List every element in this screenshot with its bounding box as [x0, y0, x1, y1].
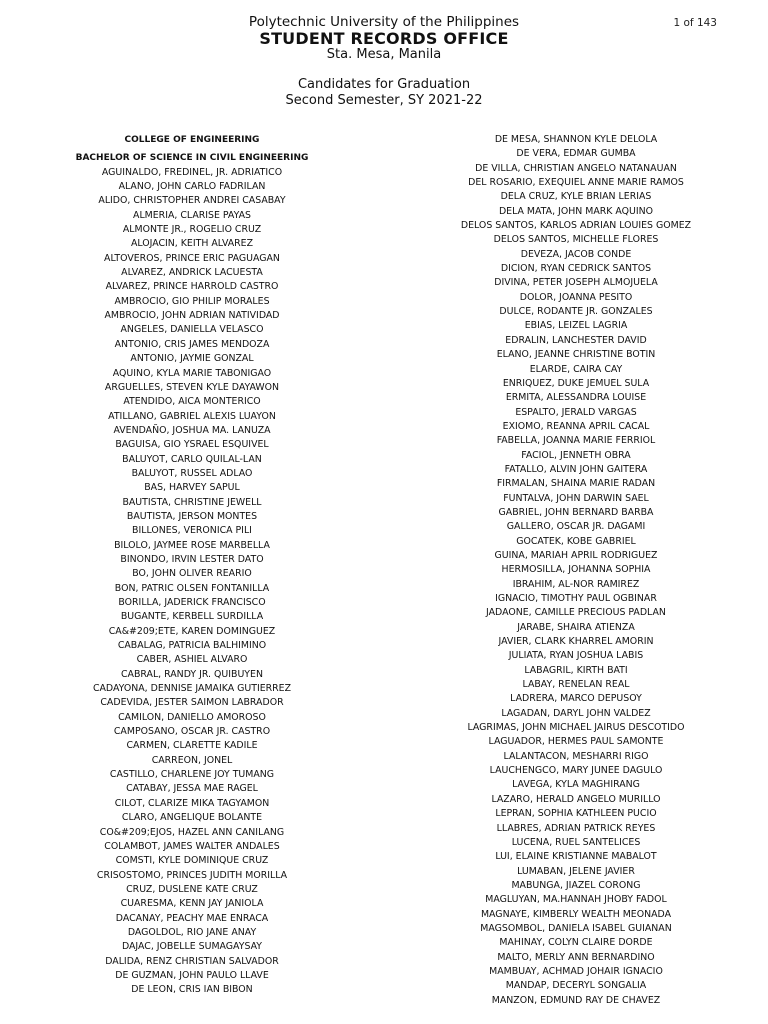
- office-title: STUDENT RECORDS OFFICE: [259, 29, 509, 48]
- graduate-name: AVENDAÑO, JOSHUA MA. LANUZA: [113, 424, 271, 436]
- graduate-name: COMSTI, KYLE DOMINIQUE CRUZ: [115, 855, 269, 867]
- graduate-name: BORILLA, JADERICK FRANCISCO: [118, 597, 266, 608]
- graduate-name: CA&#209;ETE, KAREN DOMINGUEZ: [108, 625, 276, 637]
- graduate-name: DE LEON, CRIS IAN BIBON: [131, 984, 253, 996]
- graduate-name: LAGADAN, DARYL JOHN VALDEZ: [501, 707, 651, 719]
- office-location: Sta. Mesa, Manila: [326, 47, 442, 62]
- graduate-name: IGNACIO, TIMOTHY PAUL OGBINAR: [495, 593, 657, 604]
- graduate-name: ALIDO, CHRISTOPHER ANDREI CASABAY: [98, 195, 286, 207]
- graduate-name: LABAGRIL, KIRTH BATI: [524, 664, 628, 676]
- graduate-name: HERMOSILLA, JOHANNA SOPHIA: [501, 564, 651, 576]
- graduate-name: DAJAC, JOBELLE SUMAGAYSAY: [121, 941, 263, 953]
- graduate-name: FACIOL, JENNETH OBRA: [521, 449, 631, 461]
- graduate-name: CABER, ASHIEL ALVARO: [136, 654, 248, 666]
- graduate-name: ENRIQUEZ, DUKE JEMUEL SULA: [502, 377, 650, 389]
- graduate-name: ANGELES, DANIELLA VELASCO: [120, 324, 264, 336]
- graduate-name: CABRAL, RANDY JR. QUIBUYEN: [121, 668, 263, 680]
- document-title: Candidates for Graduation: [297, 77, 471, 92]
- graduate-name: AMBROCIO, JOHN ADRIAN NATIVIDAD: [104, 310, 280, 322]
- graduate-name: DALIDA, RENZ CHRISTIAN SALVADOR: [105, 955, 279, 967]
- graduate-name: ATENDIDO, AICA MONTERICO: [123, 396, 261, 408]
- graduate-name: DELOS SANTOS, MICHELLE FLORES: [493, 234, 659, 246]
- graduate-name: BILLONES, VERONICA PILI: [132, 525, 252, 537]
- graduate-name: CILOT, CLARIZE MIKA TAGYAMON: [114, 797, 270, 809]
- graduate-name: LEPRAN, SOPHIA KATHLEEN PUCIO: [495, 808, 657, 820]
- graduate-name: AQUINO, KYLA MARIE TABONIGAO: [112, 367, 272, 379]
- graduate-name: LAGRIMAS, JOHN MICHAEL JAIRUS DESCOTIDO: [467, 722, 685, 734]
- graduate-name: GOCATEK, KOBE GABRIEL: [516, 535, 636, 547]
- graduate-name: EBIAS, LEIZEL LAGRIA: [524, 320, 628, 332]
- graduate-name: CATABAY, JESSA MAE RAGEL: [126, 783, 258, 795]
- graduate-name: DEVEZA, JACOB CONDE: [520, 248, 632, 260]
- graduate-name: AMBROCIO, GIO PHILIP MORALES: [114, 295, 270, 307]
- graduate-name: BALUYOT, CARLO QUILAL-LAN: [122, 453, 262, 465]
- graduate-name: CARMEN, CLARETTE KADILE: [126, 740, 258, 752]
- graduate-name: DE VERA, EDMAR GUMBA: [516, 148, 636, 160]
- graduate-name: DELOS SANTOS, KARLOS ADRIAN LOUIES GOMEZ: [460, 220, 692, 232]
- graduate-name: DE GUZMAN, JOHN PAULO LLAVE: [115, 969, 269, 981]
- graduate-name: BAUTISTA, CHRISTINE JEWELL: [122, 496, 262, 508]
- graduate-name: CAMPOSANO, OSCAR JR. CASTRO: [113, 726, 271, 738]
- graduate-name: LAVEGA, KYLA MAGHIRANG: [512, 779, 640, 791]
- college-heading: COLLEGE OF ENGINEERING: [124, 135, 260, 145]
- graduate-name: DACANAY, PEACHY MAE ENRACA: [115, 912, 269, 924]
- graduate-name: BO, JOHN OLIVER REARIO: [132, 568, 252, 580]
- graduate-name: BALUYOT, RUSSEL ADLAO: [131, 467, 253, 479]
- graduate-name: CRISOSTOMO, PRINCES JUDITH MORILLA: [96, 869, 288, 881]
- graduate-name: LAUCHENGCO, MARY JUNEE DAGULO: [489, 765, 663, 777]
- graduate-name: GUINA, MARIAH APRIL RODRIGUEZ: [494, 549, 658, 561]
- graduate-name: LABAY, RENELAN REAL: [522, 679, 630, 691]
- graduate-name: JARABE, SHAIRA ATIENZA: [517, 621, 635, 633]
- graduate-name: LALANTACON, MESHARRI RIGO: [503, 750, 649, 762]
- graduate-name: MAGSOMBOL, DANIELA ISABEL GUIANAN: [480, 922, 672, 934]
- graduate-name: ATILLANO, GABRIEL ALEXIS LUAYON: [108, 410, 276, 422]
- graduate-name: MANDAP, DECERYL SONGALIA: [505, 980, 647, 992]
- graduate-name: DOLOR, JOANNA PESITO: [519, 291, 633, 303]
- graduate-name: EXIOMO, REANNA APRIL CACAL: [502, 420, 650, 432]
- graduate-name: LLABRES, ADRIAN PATRICK REYES: [496, 822, 656, 834]
- graduate-name: LAGUADOR, HERMES PAUL SAMONTE: [488, 736, 664, 748]
- graduate-name: ALOJACIN, KEITH ALVAREZ: [130, 238, 254, 250]
- graduate-name: DAGOLDOL, RIO JANE ANAY: [127, 926, 257, 938]
- graduate-name: GALLERO, OSCAR JR. DAGAMI: [506, 521, 646, 533]
- graduate-name: LUMABAN, JELENE JAVIER: [517, 865, 635, 877]
- graduate-name: MAGNAYE, KIMBERLY WEALTH MEONADA: [480, 908, 672, 920]
- graduate-name: CLARO, ANGELIQUE BOLANTE: [121, 812, 263, 824]
- graduate-name: MAMBUAY, ACHMAD JOHAIR IGNACIO: [489, 965, 663, 977]
- graduate-name: ELANO, JEANNE CHRISTINE BOTIN: [496, 349, 656, 361]
- graduate-name: ELARDE, CAIRA CAY: [529, 363, 623, 375]
- graduate-name: ANTONIO, CRIS JAMES MENDOZA: [114, 338, 270, 350]
- graduate-name: ALANO, JOHN CARLO FADRILAN: [118, 181, 266, 193]
- graduate-name: ALMERIA, CLARISE PAYAS: [133, 209, 251, 221]
- graduate-name: DELA CRUZ, KYLE BRIAN LERIAS: [500, 191, 652, 203]
- graduate-name: DICION, RYAN CEDRICK SANTOS: [500, 263, 652, 275]
- graduate-name: BUGANTE, KERBELL SURDILLA: [120, 611, 264, 623]
- graduate-name: IBRAHIM, AL-NOR RAMIREZ: [512, 578, 640, 590]
- graduate-name: CRUZ, DUSLENE KATE CRUZ: [126, 883, 258, 895]
- university-name: Polytechnic University of the Philippines: [248, 14, 520, 30]
- graduate-name: ALVAREZ, ANDRICK LACUESTA: [121, 267, 263, 279]
- graduate-name: BINONDO, IRVIN LESTER DATO: [120, 553, 264, 565]
- right-name-list: [436, 133, 716, 1008]
- graduate-name: DE VILLA, CHRISTIAN ANGELO NATANAUAN: [475, 162, 677, 174]
- graduate-name: MAGLUYAN, MA.HANNAH JHOBY FADOL: [485, 894, 667, 906]
- graduate-name: CAMILON, DANIELLO AMOROSO: [118, 711, 266, 723]
- graduate-name: JAVIER, CLARK KHARREL AMORIN: [498, 636, 654, 648]
- graduate-name: COLAMBOT, JAMES WALTER ANDALES: [104, 840, 280, 852]
- graduate-name: DIVINA, PETER JOSEPH ALMOJUELA: [494, 277, 658, 289]
- graduate-name: CASTILLO, CHARLENE JOY TUMANG: [109, 769, 275, 781]
- left-column: [52, 133, 332, 998]
- page-number: 1 of 143: [673, 17, 717, 29]
- graduate-name: DULCE, RODANTE JR. GONZALES: [499, 306, 653, 318]
- graduate-name: FIRMALAN, SHAINA MARIE RADAN: [496, 478, 656, 490]
- graduate-name: CUARESMA, KENN JAY JANIOLA: [120, 898, 264, 910]
- graduate-name: ALTOVEROS, PRINCE ERIC PAGUAGAN: [104, 252, 280, 264]
- right-column: [436, 133, 716, 1008]
- graduate-name: JULIATA, RYAN JOSHUA LABIS: [508, 650, 644, 662]
- semester-label: Second Semester, SY 2021-22: [285, 93, 483, 108]
- graduate-name: CADAYONA, DENNISE JAMAIKA GUTIERREZ: [92, 683, 292, 695]
- graduate-name: ANTONIO, JAYMIE GONZAL: [130, 353, 254, 365]
- program-heading: BACHELOR OF SCIENCE IN CIVIL ENGINEERING: [75, 153, 309, 164]
- graduate-name: FATALLO, ALVIN JOHN GAITERA: [504, 463, 648, 475]
- graduate-name: MAHINAY, COLYN CLAIRE DORDE: [499, 937, 653, 949]
- graduate-name: LADRERA, MARCO DEPUSOY: [510, 693, 642, 705]
- graduate-name: ERMITA, ALESSANDRA LOUISE: [505, 392, 647, 404]
- graduate-name: ALVAREZ, PRINCE HARROLD CASTRO: [105, 281, 279, 293]
- graduate-name: FUNTALVA, JOHN DARWIN SAEL: [503, 492, 649, 504]
- graduate-name: MABUNGA, JIAZEL CORONG: [511, 879, 641, 891]
- graduate-name: AGUINALDO, FREDINEL, JR. ADRIATICO: [101, 166, 283, 178]
- graduate-name: LAZARO, HERALD ANGELO MURILLO: [491, 793, 661, 805]
- graduate-name: JADAONE, CAMILLE PRECIOUS PADLAN: [486, 607, 666, 619]
- graduate-name: CADEVIDA, JESTER SAIMON LABRADOR: [100, 697, 284, 709]
- left-name-list: [52, 166, 332, 998]
- graduate-name: EDRALIN, LANCHESTER DAVID: [505, 334, 647, 346]
- graduate-name: ALMONTE JR., ROGELIO CRUZ: [122, 224, 262, 236]
- graduate-name: CO&#209;EJOS, HAZEL ANN CANILANG: [99, 826, 285, 838]
- graduate-name: BAS, HARVEY SAPUL: [144, 482, 240, 494]
- graduate-name: FABELLA, JOANNA MARIE FERRIOL: [496, 435, 656, 447]
- graduate-name: GABRIEL, JOHN BERNARD BARBA: [498, 506, 654, 518]
- graduate-name: LUCENA, RUEL SANTELICES: [511, 836, 641, 848]
- graduate-name: DEL ROSARIO, EXEQUIEL ANNE MARIE RAMOS: [468, 177, 684, 189]
- graduate-name: ARGUELLES, STEVEN KYLE DAYAWON: [104, 381, 280, 393]
- graduate-name: BAGUISA, GIO YSRAEL ESQUIVEL: [115, 439, 269, 451]
- graduate-name: CABALAG, PATRICIA BALHIMINO: [117, 640, 267, 652]
- graduate-name: BON, PATRIC OLSEN FONTANILLA: [114, 582, 270, 594]
- document-header: [0, 15, 768, 109]
- graduate-name: MALTO, MERLY ANN BERNARDINO: [497, 951, 655, 963]
- graduate-name: DELA MATA, JOHN MARK AQUINO: [498, 205, 654, 217]
- graduate-name: BILOLO, JAYMEE ROSE MARBELLA: [114, 539, 270, 551]
- graduate-name: LUI, ELAINE KRISTIANNE MABALOT: [495, 851, 657, 863]
- graduate-name: MANZON, EDMUND RAY DE CHAVEZ: [491, 994, 661, 1006]
- graduate-name: DE MESA, SHANNON KYLE DELOLA: [494, 134, 658, 145]
- graduate-name: ESPALTO, JERALD VARGAS: [515, 406, 637, 418]
- graduate-name: BAUTISTA, JERSON MONTES: [126, 510, 258, 522]
- graduate-name: CARREON, JONEL: [151, 754, 233, 766]
